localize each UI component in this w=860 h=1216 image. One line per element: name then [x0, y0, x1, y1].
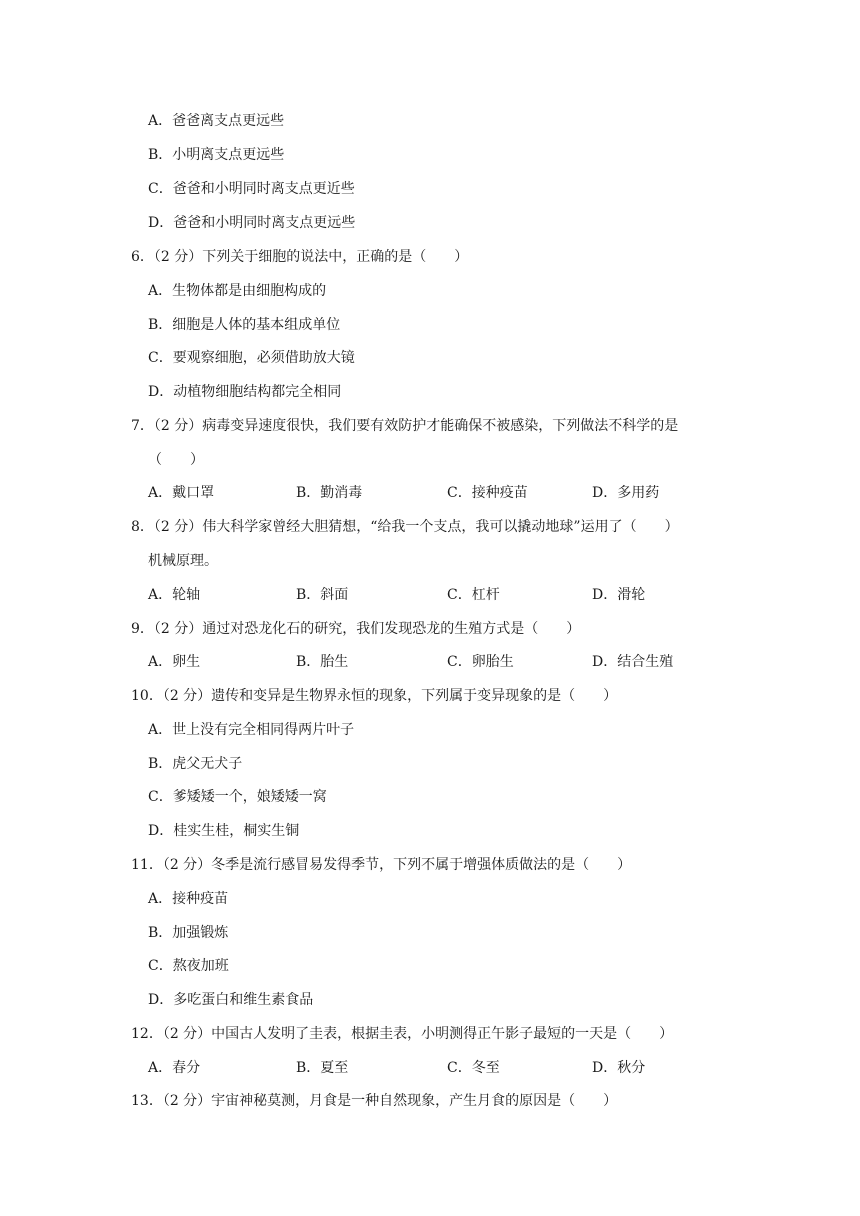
q11-option-b: B．加强锻炼	[148, 925, 229, 941]
q12-stem: 12．（2 分）中国古人发明了圭表，根据圭表，小明测得正午影子最短的一天是（ ）	[131, 1026, 674, 1042]
q6-option-d: D．动植物细胞结构都完全相同	[148, 384, 342, 400]
q9-option-a: A．卵生	[148, 654, 201, 670]
q5-option-a: A．爸爸离支点更远些	[148, 113, 285, 129]
q11-option-d: D．多吃蛋白和维生素食品	[148, 992, 314, 1008]
q11-option-a: A．接种疫苗	[148, 891, 229, 907]
q8-stem-continued: 机械原理。	[148, 553, 218, 569]
q10-stem: 10．（2 分）遗传和变异是生物界永恒的现象，下列属于变异现象的是（ ）	[131, 688, 618, 704]
q7-stem: 7．（2 分）病毒变异速度很快，我们要有效防护才能确保不被感染，下列做法不科学的是	[131, 418, 679, 434]
q6-option-c: C．要观察细胞，必须借助放大镜	[148, 350, 355, 366]
q5-option-b: B．小明离支点更远些	[148, 147, 285, 163]
q8-stem: 8．（2 分）伟大科学家曾经大胆猜想，“给我一个支点，我可以撬动地球”运用了（ ）	[131, 519, 679, 535]
q12-option-d: D．秋分	[592, 1060, 646, 1076]
q6-option-b: B．细胞是人体的基本组成单位	[148, 317, 341, 333]
q7-option-d: D．多用药	[592, 485, 660, 501]
q6-option-a: A．生物体都是由细胞构成的	[148, 283, 327, 299]
q12-option-c: C．冬至	[447, 1060, 500, 1076]
q10-option-d: D．桂实生桂，桐实生铜	[148, 823, 300, 839]
q9-option-c: C．卵胎生	[447, 654, 514, 670]
q13-stem: 13．（2 分）宇宙神秘莫测，月食是一种自然现象，产生月食的原因是（ ）	[131, 1093, 618, 1109]
q11-stem: 11．（2 分）冬季是流行感冒易发得季节，下列不属于增强体质做法的是（ ）	[131, 857, 632, 873]
q12-option-b: B．夏至	[296, 1060, 349, 1076]
q9-stem: 9．（2 分）通过对恐龙化石的研究，我们发现恐龙的生殖方式是（ ）	[131, 621, 581, 637]
q8-option-b: B．斜面	[296, 587, 349, 603]
q9-option-b: B．胎生	[296, 654, 349, 670]
q7-option-b: B．勤消毒	[296, 485, 363, 501]
q5-option-c: C．爸爸和小明同时离支点更近些	[148, 181, 355, 197]
q8-option-a: A．轮轴	[148, 587, 201, 603]
q5-option-d: D．爸爸和小明同时离支点更远些	[148, 215, 356, 231]
q7-option-c: C．接种疫苗	[447, 485, 528, 501]
q10-option-c: C．爹矮矮一个，娘矮矮一窝	[148, 789, 327, 805]
q6-stem: 6．（2 分）下列关于细胞的说法中，正确的是（ ）	[131, 249, 469, 265]
q11-option-c: C．熬夜加班	[148, 958, 229, 974]
q7-option-a: A．戴口罩	[148, 485, 215, 501]
q10-option-a: A．世上没有完全相同得两片叶子	[148, 722, 355, 738]
q10-option-b: B．虎父无犬子	[148, 756, 243, 772]
q8-option-c: C．杠杆	[447, 587, 500, 603]
q9-option-d: D．结合生殖	[592, 654, 674, 670]
q8-option-d: D．滑轮	[592, 587, 646, 603]
q12-option-a: A．春分	[148, 1060, 201, 1076]
q7-stem-continued: （ ）	[148, 452, 204, 468]
